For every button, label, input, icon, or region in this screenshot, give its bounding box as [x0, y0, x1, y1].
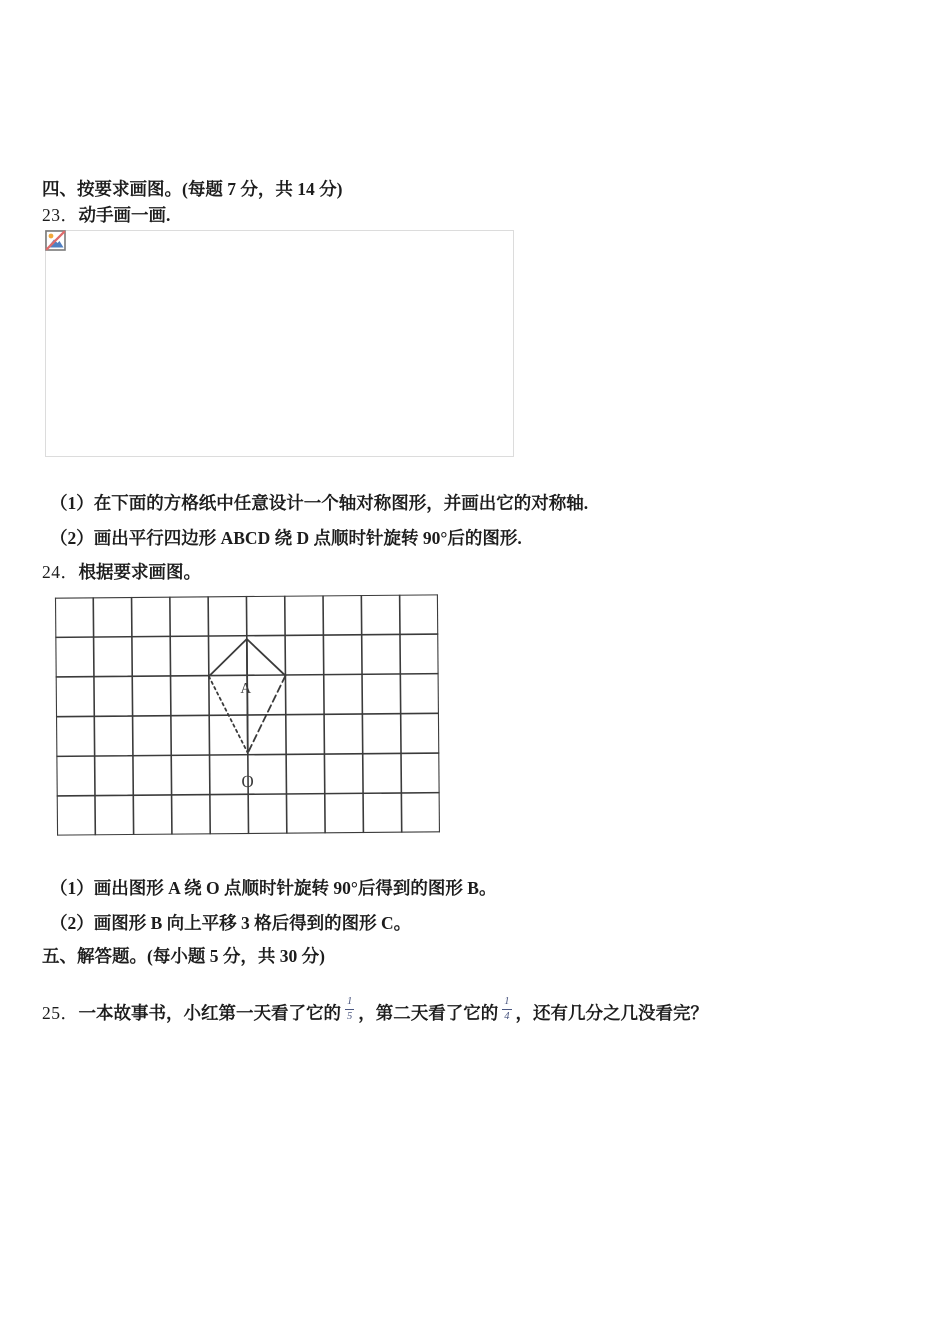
grid-kite-figure [55, 594, 440, 835]
question-23-title [42, 203, 170, 227]
fraction-one-fifth [345, 997, 354, 1022]
section-4-heading: 四、按要求画图。(每题 7 分，共 14 分) [42, 179, 343, 199]
broken-image-icon [45, 230, 66, 251]
question-25-text-3: ，还有几分之几没看完？ [515, 1003, 708, 1023]
fraction-one-quarter [502, 997, 511, 1022]
question-25-text-1: 一本故事书，小红第一天看了它的 [78, 1003, 341, 1023]
figure-label-a: A [240, 680, 252, 698]
question-25-text-2: ，第二天看了它的 [358, 1003, 499, 1023]
answer-box [45, 230, 514, 457]
question-24-title-text: 根据要求画图。 [78, 562, 201, 582]
question-25 [42, 996, 708, 1037]
question-23-title-text: 动手画一画. [78, 205, 171, 225]
question-23-number: 23． [42, 205, 79, 225]
fraction-numerator: 1 [347, 996, 353, 1007]
question-25-number: 25． [42, 1003, 79, 1023]
fraction-denominator: 4 [504, 1010, 510, 1022]
question-24-item-2: （2）画图形 B 向上平移 3 格后得到的图形 C。 [50, 913, 412, 933]
figure-label-o: O [241, 771, 254, 792]
question-23-item-1: （1）在下面的方格纸中任意设计一个轴对称图形，并画出它的对称轴. [50, 493, 589, 513]
fraction-numerator: 1 [504, 996, 510, 1007]
question-24-item-1: （1）画出图形 A 绕 O 点顺时针旋转 90°后得到的图形 B。 [50, 878, 497, 898]
grid-figure-wrapper [55, 594, 440, 840]
section-5-heading: 五、解答题。(每小题 5 分，共 30 分) [42, 946, 325, 966]
question-24-title [42, 560, 201, 584]
question-23-item-2: （2）画出平行四边形 ABCD 绕 D 点顺时针旋转 90°后的图形. [50, 528, 522, 548]
question-24-number: 24． [42, 562, 79, 582]
fraction-denominator: 5 [347, 1010, 353, 1022]
